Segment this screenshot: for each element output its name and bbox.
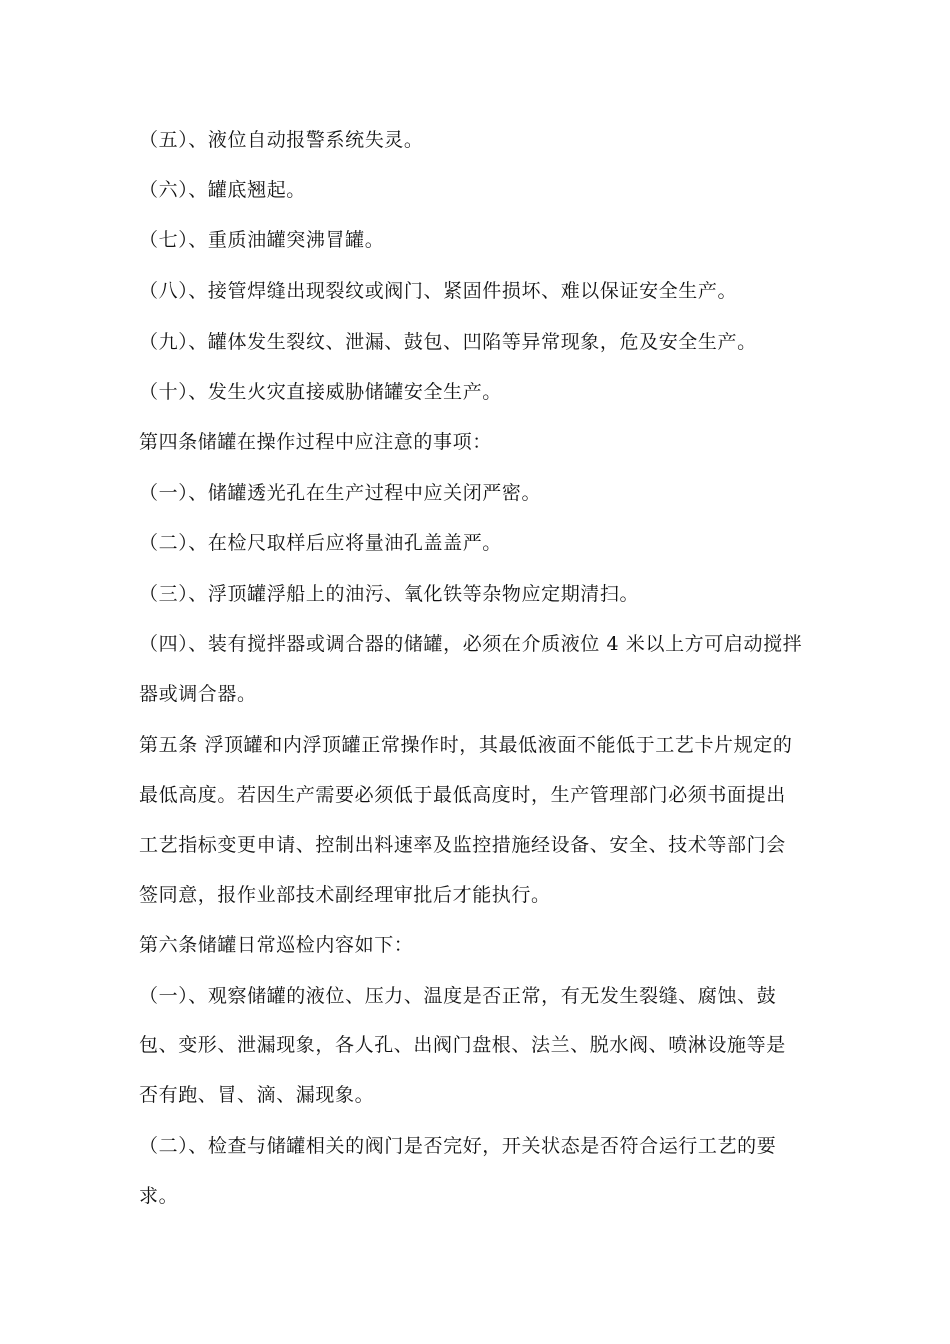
text-line: （三）、浮顶罐浮船上的油污、氧化铁等杂物应定期清扫。 — [139, 583, 640, 605]
text-line: （六）、罐底翘起。 — [139, 179, 306, 201]
section-heading: 第五条 浮顶罐和内浮顶罐正常操作时，其最低液面不能低于工艺卡片规定的 — [139, 734, 793, 756]
text-line: （四）、装有搅拌器或调合器的储罐，必须在介质液位 4 米以上方可启动搅拌 — [139, 633, 803, 655]
text-line: （七）、重质油罐突沸冒罐。 — [139, 229, 385, 251]
section-heading: 第四条储罐在操作过程中应注意的事项： — [139, 431, 492, 453]
text-line: 工艺指标变更申请、控制出料速率及监控措施经设备、安全、技术等部门会 — [139, 834, 786, 856]
text-line: （十）、发生火灾直接威胁储罐安全生产。 — [139, 381, 502, 403]
text-line: （二）、检查与储罐相关的阀门是否完好，开关状态是否符合运行工艺的要 — [139, 1135, 777, 1157]
text-line: （八）、接管焊缝出现裂纹或阀门、紧固件损坏、难以保证安全生产。 — [139, 280, 738, 302]
text-line: 最低高度。若因生产需要必须低于最低高度时，生产管理部门必须书面提出 — [139, 784, 786, 806]
text-line: （一）、储罐透光孔在生产过程中应关闭严密。 — [139, 482, 542, 504]
text-line: （五）、液位自动报警系统失灵。 — [139, 129, 424, 151]
text-line: 求。 — [139, 1185, 179, 1207]
text-line: 包、变形、泄漏现象，各人孔、出阀门盘根、法兰、脱水阀、喷淋设施等是 — [139, 1034, 786, 1056]
text-line: （九）、罐体发生裂纹、泄漏、鼓包、凹陷等异常现象，危及安全生产。 — [139, 331, 757, 353]
text-line: （一）、观察储罐的液位、压力、温度是否正常，有无发生裂缝、腐蚀、鼓 — [139, 985, 777, 1007]
text-line: 否有跑、冒、滴、漏现象。 — [139, 1084, 375, 1106]
section-heading: 第六条储罐日常巡检内容如下： — [139, 934, 414, 956]
text-line: （二）、在检尺取样后应将量油孔盖盖严。 — [139, 532, 502, 554]
text-line: 签同意，报作业部技术副经理审批后才能执行。 — [139, 884, 551, 906]
text-line: 器或调合器。 — [139, 683, 257, 705]
